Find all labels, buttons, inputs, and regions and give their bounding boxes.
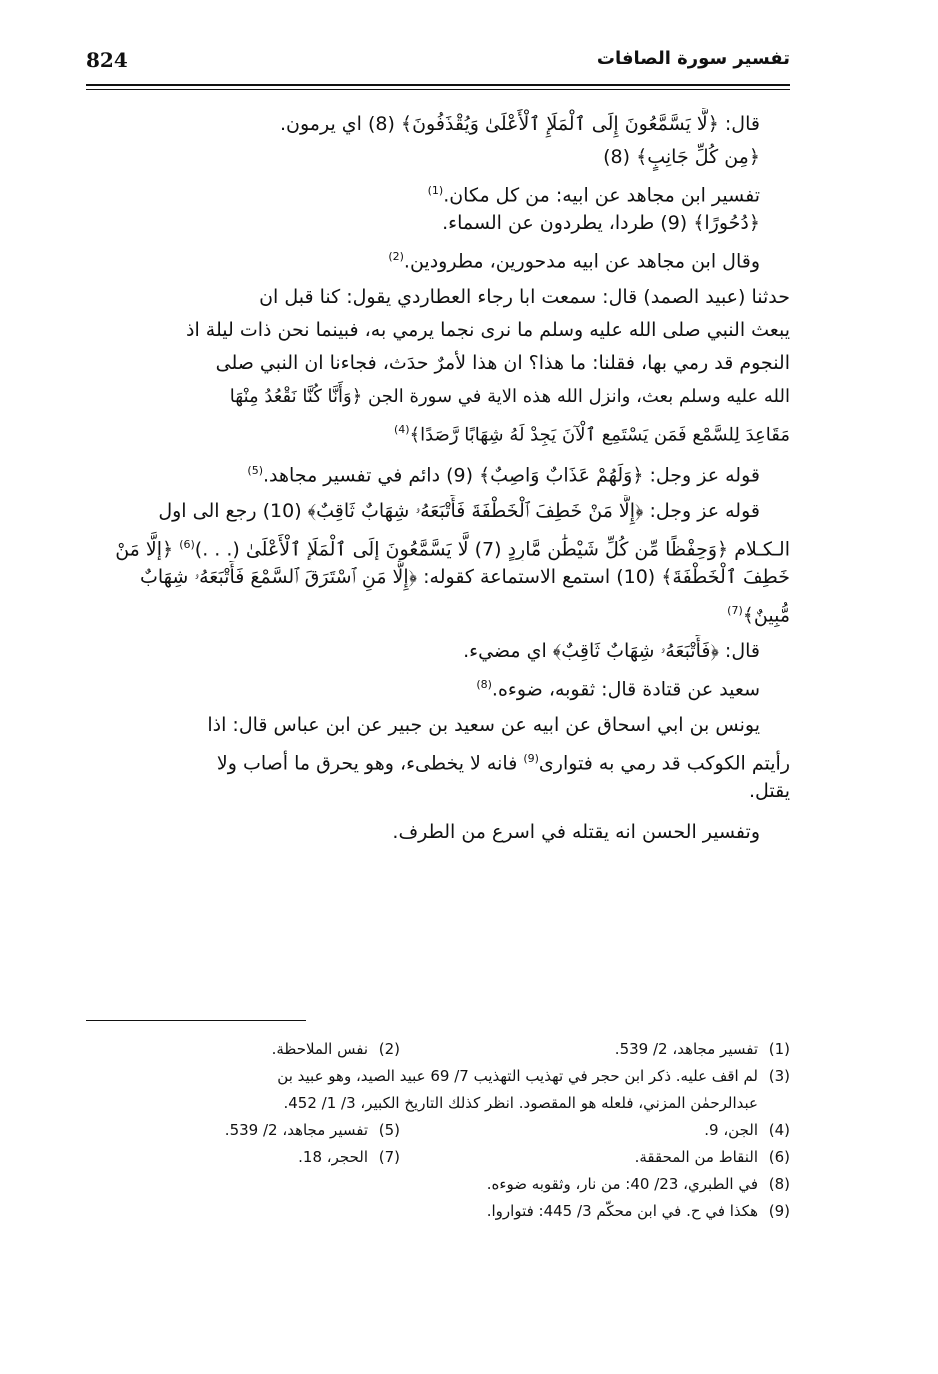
- text-line: [86, 454, 790, 487]
- text-segment: يبعث النبي صلى الله عليه وسلم ما نرى نجما يرمي به، فبينما نحن ذات ليلة اذ: [186, 319, 790, 341]
- footnote-text: نفس الملاحظة.: [271, 1040, 368, 1058]
- footnote-ref: (9): [523, 752, 539, 765]
- footnote-separator: [86, 1020, 306, 1021]
- text-segment: خَطِفَ ٱلْخَطْفَةَ﴾ (10) استمع الاستماعة كقوله: ﴿إِلَّا مَنِ ٱسْتَرَقَ ٱلسَّمْعَ فَأَتْبَعَهُۥ شِهَابٌ: [139, 566, 790, 588]
- paragraph: [86, 495, 790, 627]
- text-line: [86, 174, 790, 207]
- footnote-number: (5): [378, 1121, 400, 1139]
- text-segment: يقتل.: [748, 780, 790, 802]
- text-line: [86, 314, 790, 347]
- text-segment: مَقَاعِدَ لِلسَّمْعِ فَمَن يَسْتَمِعِ ٱلْآنَ يَجِدْ لَهُ شِهَابًا رَّصَدًا﴾: [409, 424, 790, 446]
- text-segment: قال: ﴿فَأَتْبَعَهُۥ شِهَابٌ ثَاقِبٌ﴾ اي مضيء.: [463, 640, 760, 662]
- text-line: [86, 495, 790, 528]
- text-segment: سعيد عن قتادة قال: ثقوبه، ضوءه.: [491, 678, 760, 701]
- text-segment: حدثنا (عبيد الصمد) قال: سمعت ابا رجاء العطاردي يقول: كنا قبل ان: [259, 286, 790, 308]
- footnote-number: (7): [378, 1148, 400, 1166]
- text-line: [86, 207, 790, 240]
- footnote-text: الجن، 9.: [704, 1121, 758, 1139]
- footnote-text: هكذا في ح. في ابن محكّم 3/ 445: فتواروا.: [486, 1202, 758, 1220]
- main-text: [86, 108, 790, 849]
- text-segment: الـكـلام ﴿وَحِفْظًا مِّن كُلِّ شَيْطَٰنٍ مَّارِدٍ (7) لَّا يَسَّمَّعُونَ إِلَى ٱلْمَلَإِ ٱلْأَعْلَىٰ (. . .): [194, 538, 790, 561]
- text-line: [86, 709, 790, 742]
- paragraph: [86, 635, 790, 701]
- footnote-row: [86, 1090, 790, 1117]
- book-page: [86, 0, 790, 1374]
- footnote-number: (2): [378, 1040, 400, 1058]
- footnote-number: (9): [768, 1202, 790, 1220]
- text-line: [86, 141, 790, 174]
- footnote-text: الحجر، 18.: [298, 1148, 368, 1166]
- footnote-number: (8): [768, 1175, 790, 1193]
- text-line: [86, 742, 790, 775]
- text-segment: قوله عز وجل: ﴿إِلَّا مَنْ خَطِفَ ٱلْخَطْفَةَ فَأَتْبَعَهُۥ شِهَابٌ ثَاقِبٌ﴾ (10) رجع الى اول: [158, 500, 760, 522]
- text-segment: ﴿دُحُورًا﴾ (9) طردا، يطردون عن السماء.: [442, 212, 760, 234]
- footnote-text: تفسير مجاهد، 2/ 539.: [614, 1040, 758, 1058]
- text-line: [86, 561, 790, 594]
- footnote-text: عبدالرحمٰن المزني، فلعله هو المقصود. انظر كذلك التاريخ الكبير، 3/ 1/ 452.: [283, 1094, 758, 1112]
- footnote-row: [86, 1198, 790, 1225]
- text-line: [86, 528, 790, 561]
- page-number: 824: [86, 48, 128, 72]
- footnote-text: في الطبري، 23/ 40: من نار، وثقوبه ضوءه.: [486, 1175, 758, 1193]
- text-segment: النجوم قد رمي بها، فقلنا: ما هذا؟ ان هذا لأمرٌ حدَث، فجاءنا ان النبي صلى: [215, 352, 790, 374]
- paragraph: [86, 816, 790, 849]
- text-segment: ﴿مِن كُلِّ جَانِبٍ﴾ (8): [603, 146, 760, 168]
- footnote-number: (3): [768, 1067, 790, 1085]
- footnote-row: [86, 1036, 790, 1063]
- footnote-row: [86, 1171, 790, 1198]
- footnote-ref: (4): [393, 423, 410, 436]
- text-segment: وقال ابن مجاهد عن ابيه مدحورين، مطرودين.: [403, 250, 760, 273]
- footnote-text: النقاط من المحققة.: [634, 1148, 758, 1166]
- text-segment: الله عليه وسلم بعث، وانزل الله هذه الاية في سورة الجن ﴿وَأَنَّا كُنَّا نَقْعُدُ مِنْهَا: [229, 386, 790, 407]
- text-segment: ﴿إِلَّا مَنْ: [115, 538, 174, 561]
- header-rule-thin: [86, 89, 790, 90]
- footnote-number: (4): [768, 1121, 790, 1139]
- footnote-row: [86, 1144, 790, 1171]
- footnote-ref: (1): [427, 184, 444, 197]
- footnote-row: [86, 1117, 790, 1144]
- text-segment: تفسير ابن مجاهد عن ابيه: من كل مكان.: [443, 184, 760, 207]
- header-rule: [86, 84, 790, 86]
- text-line: [86, 775, 790, 808]
- text-line: [86, 380, 790, 413]
- text-segment: قال: ﴿لَّا يَسَّمَّعُونَ إِلَى ٱلْمَلَإِ ٱلْأَعْلَىٰ وَيُقْذَفُونَ﴾ (8) اي يرمون.: [279, 113, 760, 135]
- footnote-row: [86, 1063, 790, 1090]
- footnote-ref: (2): [388, 250, 404, 263]
- paragraph: [86, 709, 790, 808]
- footnote-ref: (8): [476, 678, 492, 691]
- text-segment: يونس بن ابي اسحاق عن ابيه عن سعيد بن جبير عن ابن عباس قال: اذا: [207, 714, 760, 736]
- footnote-text: لم اقف عليه. ذكر ابن حجر في تهذيب التهذيب 7/ 69 عبيد الصيد، وهو عبيد بن: [277, 1067, 758, 1085]
- text-line: [86, 816, 790, 849]
- text-line: [86, 594, 790, 627]
- paragraph: [86, 454, 790, 487]
- text-segment: قوله عز وجل: ﴿وَلَهُمْ عَذَابٌ وَاصِبٌ﴾ (9) دائم في تفسير مجاهد.: [262, 464, 760, 487]
- footnote-number: (6): [768, 1148, 790, 1166]
- paragraph: [86, 281, 790, 446]
- footnote-text: تفسير مجاهد، 2/ 539.: [224, 1121, 368, 1139]
- footnote-ref: (5): [247, 464, 263, 477]
- running-title: تفسير سورة الصافات: [596, 48, 790, 69]
- text-segment: رأيتم الكوكب قد رمي به فتوارى: [538, 752, 790, 775]
- text-segment: وتفسير الحسن انه يقتله في اسرع من الطرف.: [392, 821, 760, 843]
- text-line: [86, 347, 790, 380]
- text-line: [86, 281, 790, 314]
- footnote-ref: (7): [727, 604, 743, 617]
- text-segment: فانه لا يخطىء، وهو يحرق ما أصاب ولا: [216, 752, 518, 775]
- footnotes: [86, 1036, 790, 1225]
- text-line: [86, 668, 790, 701]
- text-line: [86, 108, 790, 141]
- text-line: [86, 240, 790, 273]
- text-line: [86, 413, 790, 446]
- footnote-number: (1): [768, 1040, 790, 1058]
- text-segment: مُّبِينٌ﴾: [742, 604, 790, 627]
- footnote-ref: (6): [179, 538, 195, 551]
- page-header: [86, 48, 790, 78]
- text-line: [86, 635, 790, 668]
